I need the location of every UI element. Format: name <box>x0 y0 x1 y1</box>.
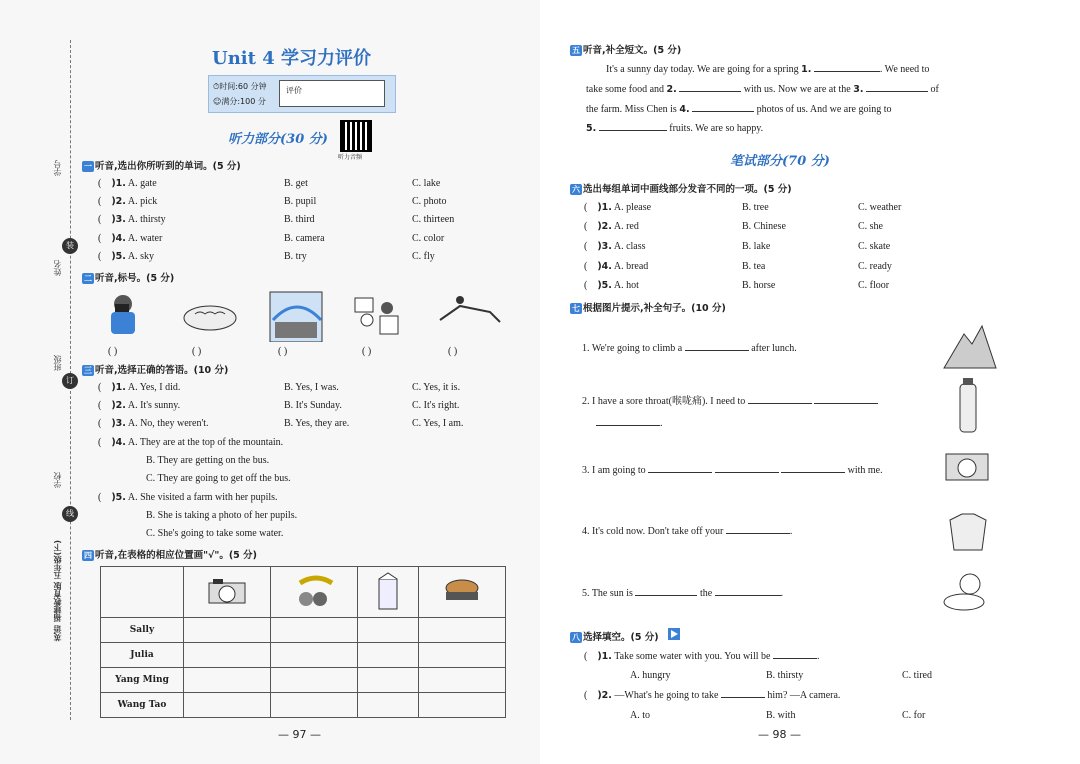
camera-column <box>184 567 271 618</box>
table-cell[interactable] <box>357 668 418 693</box>
table-cell[interactable] <box>419 693 506 718</box>
hamburger-column <box>419 567 506 618</box>
bread-picture <box>184 306 236 330</box>
climbing-picture <box>440 296 500 322</box>
table-cell[interactable] <box>270 693 357 718</box>
list-item: ( )1. Take some water with you. You will be . <box>584 651 820 662</box>
list-item: ( )3. A. No, they weren't. <box>98 418 209 429</box>
q7-heading <box>570 300 726 314</box>
q3-badge: 三 <box>84 366 92 375</box>
table-cell[interactable] <box>419 668 506 693</box>
time-info: ⏱时间:60 分钟 <box>213 82 267 91</box>
score-info: ☺满分:100 分 <box>213 97 266 106</box>
answer-paren[interactable]: ( ) <box>192 346 202 357</box>
option-c[interactable]: C. Yes, it is. <box>412 382 461 393</box>
water-bottle-picture <box>960 378 976 432</box>
list-item: ( )4. A. bread <box>584 261 649 272</box>
coat-picture <box>950 514 986 550</box>
list-item: ( )1. A. gate <box>98 178 157 189</box>
option-c[interactable]: C. for <box>902 710 926 721</box>
list-item: ( )5. A. hot <box>584 280 639 291</box>
q6-badge: 六 <box>572 185 580 194</box>
option-b[interactable]: B. thirsty <box>766 670 804 681</box>
passage-line: 5. fruits. We are so happy. <box>586 123 764 134</box>
row-name: Wang Tao <box>101 693 184 718</box>
option-c[interactable]: C. Yes, I am. <box>412 418 464 429</box>
play-icon[interactable] <box>668 628 680 640</box>
page-number: — 97 — <box>278 728 321 741</box>
sentence-5: 5. The sun is the . <box>582 588 784 599</box>
table-cell[interactable] <box>419 643 506 668</box>
list-item: ( )3. A. thirsty <box>98 214 166 225</box>
option-b[interactable]: B. third <box>284 214 315 225</box>
option-a[interactable]: A. hungry <box>630 670 671 681</box>
option-c[interactable]: C. weather <box>858 202 902 213</box>
q7-heading-text: 根据图片提示,补全句子。(10 分) <box>583 303 726 314</box>
evaluation-label: 评价 <box>286 86 302 95</box>
sentence-3: 3. I am going to with me. <box>582 465 883 476</box>
q5-badge: 五 <box>572 46 580 55</box>
q1-badge: 一 <box>84 162 92 171</box>
passage-line: take some food and 2. with us. Now we are at the 3. of <box>586 84 939 95</box>
q4-heading <box>82 547 257 561</box>
q1-heading-text: 听音,选出你所听到的单词。(5 分) <box>95 161 241 172</box>
table-cell[interactable] <box>270 643 357 668</box>
q1-heading <box>82 158 241 172</box>
passage-line: the farm. Miss Chen is 4. photos of us. And we are going to <box>586 104 892 115</box>
q7-badge: 七 <box>572 304 580 313</box>
option-b[interactable]: B. They are getting on the bus. <box>146 455 270 466</box>
binding-hole: 装 <box>62 238 78 254</box>
answer-paren[interactable]: ( ) <box>448 346 458 357</box>
side-label-class: 班级 <box>53 355 62 371</box>
passage-line: It's a sunny day today. We are going for a spring 1. . We need to <box>606 64 930 75</box>
option-b[interactable]: B. horse <box>742 280 776 291</box>
table-cell[interactable] <box>419 618 506 643</box>
list-item: ( )2. A. It's sunny. <box>98 400 181 411</box>
sentence-2: 2. I have a sore throat(喉咙痛). I need to <box>582 392 878 407</box>
answer-paren[interactable]: ( ) <box>278 346 288 357</box>
option-b[interactable]: B. with <box>766 710 796 721</box>
option-c[interactable]: C. photo <box>412 196 447 207</box>
list-item: ( )4. A. They are at the top of the mountain. <box>98 437 284 448</box>
milk-column <box>357 567 418 618</box>
table-cell[interactable] <box>357 618 418 643</box>
option-b[interactable]: B. tree <box>742 202 769 213</box>
q6-heading-text: 选出每组单词中画线部分发音不同的一项。(5 分) <box>583 184 792 195</box>
q4-heading-text: 听音,在表格的相应位置画"√"。(5 分) <box>95 550 257 561</box>
bus-trip-picture <box>270 292 322 342</box>
answer-table <box>100 566 506 718</box>
side-label-id: 学号 <box>53 160 62 176</box>
qr-code-icon[interactable] <box>340 120 372 152</box>
table-corner <box>101 567 184 618</box>
qr-label: 听力音频 <box>338 154 363 161</box>
option-b[interactable]: B. get <box>284 178 308 189</box>
q3-heading-text: 听音,选择正确的答语。(10 分) <box>95 365 229 376</box>
family-picture <box>355 298 398 334</box>
row-name: Julia <box>101 643 184 668</box>
list-item: ( )2. A. red <box>584 221 639 232</box>
option-c[interactable]: C. They are going to get off the bus. <box>146 473 291 484</box>
sentence-1: 1. We're going to climb a after lunch. <box>582 343 797 354</box>
row-name: Yang Ming <box>101 668 184 693</box>
option-b[interactable]: B. camera <box>284 233 325 244</box>
q8-badge: 八 <box>572 633 580 642</box>
option-c[interactable]: C. floor <box>858 280 890 291</box>
table-cell[interactable] <box>270 668 357 693</box>
option-c[interactable]: C. skate <box>858 241 891 252</box>
option-c[interactable]: C. tired <box>902 670 932 681</box>
q2-pictures <box>95 290 505 342</box>
list-item: ( )4. A. water <box>98 233 163 244</box>
answer-paren[interactable]: ( ) <box>108 346 118 357</box>
mountain-picture <box>944 326 996 368</box>
q6-heading <box>570 181 792 195</box>
table-cell[interactable] <box>184 693 271 718</box>
option-c[interactable]: C. lake <box>412 178 441 189</box>
option-b[interactable]: B. lake <box>742 241 771 252</box>
option-c[interactable]: C. She's going to take some water. <box>146 528 284 539</box>
q8-heading <box>570 629 659 643</box>
side-label-school: 学校 <box>53 472 62 488</box>
sun-cloud-picture <box>944 574 984 610</box>
table-cell[interactable] <box>184 643 271 668</box>
table-cell[interactable] <box>357 643 418 668</box>
page-number: — 98 — <box>758 728 801 741</box>
binding-hole: 线 <box>62 506 78 522</box>
q2-heading <box>82 270 174 284</box>
option-c[interactable]: C. ready <box>858 261 892 272</box>
table-cell[interactable] <box>270 618 357 643</box>
q3-heading <box>82 362 228 376</box>
row-name: Sally <box>101 618 184 643</box>
listening-title: 听力部分(30 分) <box>228 132 328 147</box>
option-c[interactable]: C. color <box>412 233 445 244</box>
option-b[interactable]: B. tea <box>742 261 766 272</box>
q4-badge: 四 <box>84 551 92 560</box>
table-cell[interactable] <box>184 618 271 643</box>
q2-badge: 二 <box>84 274 92 283</box>
side-label-name: 姓名 <box>53 260 62 276</box>
option-b[interactable]: B. Yes, I was. <box>284 382 339 393</box>
option-b[interactable]: B. Yes, they are. <box>284 418 350 429</box>
q2-heading-text: 听音,标号。(5 分) <box>95 273 175 284</box>
option-b[interactable]: B. It's Sunday. <box>284 400 342 411</box>
fruit-column <box>270 567 357 618</box>
right-page <box>540 0 1080 764</box>
list-item: ( )1. A. please <box>584 202 652 213</box>
option-c[interactable]: C. It's right. <box>412 400 460 411</box>
option-c[interactable]: C. thirteen <box>412 214 455 225</box>
option-b[interactable]: B. try <box>284 251 307 262</box>
info-box <box>208 75 396 113</box>
list-item: ( )2. A. pick <box>98 196 158 207</box>
binding-hole: 订 <box>62 373 78 389</box>
page-title: Unit 4 学习力评价 <box>212 48 371 69</box>
sentence-4: 4. It's cold now. Don't take off your . <box>582 526 793 537</box>
list-item: ( )3. A. class <box>584 241 646 252</box>
option-c[interactable]: C. she <box>858 221 883 232</box>
list-item: ( )1. A. Yes, I did. <box>98 382 181 393</box>
table-cell[interactable] <box>357 693 418 718</box>
evaluation-box <box>279 80 385 107</box>
option-c[interactable]: C. fly <box>412 251 435 262</box>
answer-paren[interactable]: ( ) <box>362 346 372 357</box>
side-label-book: 英语 福建教育版 五年级(下) <box>53 540 62 641</box>
blank-line[interactable]: . <box>596 418 663 429</box>
q8-heading-text: 选择填空。(5 分) <box>583 632 659 643</box>
photographer-picture <box>111 295 135 334</box>
q7-pictures <box>940 322 998 622</box>
option-b[interactable]: B. pupil <box>284 196 317 207</box>
list-item: ( )5. A. She visited a farm with her pupils. <box>98 492 278 503</box>
list-item: ( )5. A. sky <box>98 251 154 262</box>
q5-heading-text: 听音,补全短文。(5 分) <box>583 45 682 56</box>
option-b[interactable]: B. Chinese <box>742 221 786 232</box>
option-a[interactable]: A. to <box>630 710 650 721</box>
camera-picture <box>946 454 988 480</box>
option-b[interactable]: B. She is taking a photo of her pupils. <box>146 510 298 521</box>
list-item: ( )2. —What's he going to take him? —A camera. <box>584 690 841 701</box>
writing-title: 笔试部分(70 分) <box>730 154 830 169</box>
q5-heading <box>570 42 681 56</box>
table-cell[interactable] <box>184 668 271 693</box>
